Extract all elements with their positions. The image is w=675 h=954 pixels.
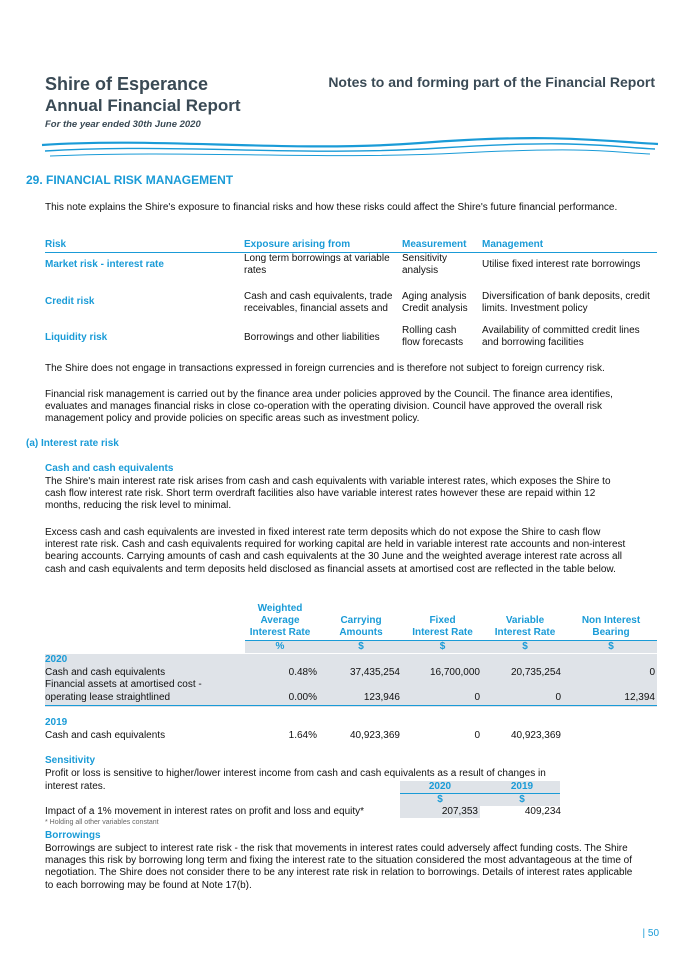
cell-variable: 20,735,254 xyxy=(510,667,561,678)
management-col-header: Management xyxy=(482,239,544,250)
impact-2020-value: 207,353 xyxy=(441,806,478,817)
cash-paragraph-1: The Shire's main interest rate risk arises from cash and cash equivalents with variable interest rates, which exposes the Shire to cash flow interest rate risk. Short term overdraft facilities also have variable interest rates however these are repaid within 12 months, reducing the risk level to minimal. xyxy=(45,476,611,512)
measurement-col-header: Measurement xyxy=(402,239,467,250)
cell-non-interest: 12,394 xyxy=(624,692,655,703)
cell-fixed: 0 xyxy=(474,730,480,741)
measurement-cell: Sensitivity analysis xyxy=(402,253,448,276)
year-2020-label: 2020 xyxy=(45,654,68,665)
unit-dollar: $ xyxy=(439,641,446,652)
exposure-col-header: Exposure arising from xyxy=(244,239,351,250)
weighted-rate-header: Weighted Average Interest Rate xyxy=(249,603,311,638)
management-cell: Availability of committed credit lines and borrowing facilities xyxy=(482,325,640,348)
management-cell: Diversification of bank deposits, credit limits. Investment policy xyxy=(482,291,650,314)
cell-rate: 0.00% xyxy=(288,692,317,703)
cell-rate: 0.48% xyxy=(288,667,317,678)
variable-rate-header: Variable Interest Rate xyxy=(494,615,556,638)
shire-name: Shire of Esperance xyxy=(45,74,209,94)
cell-non-interest: 0 xyxy=(649,667,655,678)
unit-percent: % xyxy=(275,641,285,652)
row-label: Financial assets at amortised cost - xyxy=(45,679,202,690)
risk-col-header: Risk xyxy=(45,239,67,250)
risk-label: Liquidity risk xyxy=(45,332,108,343)
cash-paragraph-2: Excess cash and cash equivalents are invested in fixed interest rate term deposits which do not expose the Shire to cash flow interest rate risk. Cash and cash equivalents required for working capital are held in variable interest rate accounts and non-interest bearing accounts. Carrying amounts of cash and cash equivalents at the 30 June and the weighted average interest rate across all cash and cash equivalents and term deposits held disclosed as financial assets at amortised cost are reflected in the table below. xyxy=(45,527,626,575)
risk-label: Credit risk xyxy=(45,296,95,307)
section-intro: This note explains the Shire's exposure to financial risks and how these risks could affect the Shire's future financial performance. xyxy=(45,202,618,213)
unit-dollar: $ xyxy=(358,641,364,652)
cell-variable: 40,923,369 xyxy=(510,730,561,741)
section-title: 29. FINANCIAL RISK MANAGEMENT xyxy=(26,173,234,187)
sensitivity-unit-2019: $ xyxy=(519,794,525,805)
impact-2019-value: 409,234 xyxy=(524,806,561,817)
unit-dollar: $ xyxy=(608,641,614,652)
footnote: * Holding all other variables constant xyxy=(45,819,159,826)
row-label: Cash and cash equivalents xyxy=(45,667,166,678)
interest-rate-risk-heading: (a) Interest rate risk xyxy=(26,438,119,449)
fixed-rate-header: Fixed Interest Rate xyxy=(412,615,473,638)
cell-carrying: 123,946 xyxy=(363,692,400,703)
measurement-cell: Aging analysis Credit analysis xyxy=(402,291,468,314)
non-interest-header: Non Interest Bearing xyxy=(581,615,641,638)
year-2020-rule xyxy=(45,705,657,706)
unit-dollar: $ xyxy=(522,641,528,652)
management-cell: Utilise fixed interest rate borrowings xyxy=(482,259,641,270)
notes-title: Notes to and forming part of the Financial Report xyxy=(328,74,655,90)
foreign-currency-note: The Shire does not engage in transactions expressed in foreign currencies and is therefore not subject to foreign currency risk. xyxy=(45,363,605,374)
exposure-cell: Cash and cash equivalents, trade receivables, financial assets and xyxy=(244,291,393,314)
borrowings-text: Borrowings are subject to interest rate risk - the risk that movements in interest rates could adversely affect funding costs. The Shire manages this risk by borrowing long term and fixing the interest rate to the situation considered the most advantageous at the time of negotiation. The Shire does not consider there to be any interest rate risk in relation to borrowings. Details of interest rates applicable to each borrowing may be found at Note 17(b). xyxy=(45,843,633,891)
borrowings-heading: Borrowings xyxy=(45,830,101,841)
cell-fixed: 16,700,000 xyxy=(429,667,480,678)
year-2019-label: 2019 xyxy=(45,717,68,728)
sensitivity-unit-2020: $ xyxy=(437,794,443,805)
decorative-wave xyxy=(40,135,660,165)
cell-fixed: 0 xyxy=(474,692,480,703)
page-number: | 50 xyxy=(642,928,659,939)
risk-management-paragraph: Financial risk management is carried out by the finance area under policies approved by the Council. The finance area identifies, evaluates and manages financial risks in close co-operation with the operating division. Council have approved the overall risk management policy and provide policies on specific areas such as investment policy. xyxy=(45,389,613,425)
cell-variable: 0 xyxy=(555,692,561,703)
row-label: Cash and cash equivalents xyxy=(45,730,166,741)
row-label: operating lease straightlined xyxy=(45,692,171,703)
report-period: For the year ended 30th June 2020 xyxy=(45,119,201,130)
cell-carrying: 40,923,369 xyxy=(349,730,400,741)
sensitivity-text-2: interest rates. xyxy=(45,781,106,792)
sensitivity-heading: Sensitivity xyxy=(45,755,96,766)
exposure-cell: Long term borrowings at variable rates xyxy=(244,253,390,276)
report-title: Annual Financial Report xyxy=(45,96,241,115)
impact-label: Impact of a 1% movement in interest rates on profit and loss and equity* xyxy=(45,806,365,817)
exposure-cell: Borrowings and other liabilities xyxy=(244,332,380,343)
sensitivity-text: Profit or loss is sensitive to higher/lower interest income from cash and cash equivalents as a result of changes in xyxy=(45,768,546,779)
cash-heading: Cash and cash equivalents xyxy=(45,463,174,474)
sensitivity-year-2019: 2019 xyxy=(510,781,534,792)
sensitivity-year-2020: 2020 xyxy=(428,781,452,792)
cell-rate: 1.64% xyxy=(288,730,317,741)
risk-label: Market risk - interest rate xyxy=(45,259,164,270)
cell-carrying: 37,435,254 xyxy=(349,667,400,678)
carrying-amounts-header: Carrying Amounts xyxy=(339,615,383,638)
measurement-cell: Rolling cash flow forecasts xyxy=(402,325,464,348)
